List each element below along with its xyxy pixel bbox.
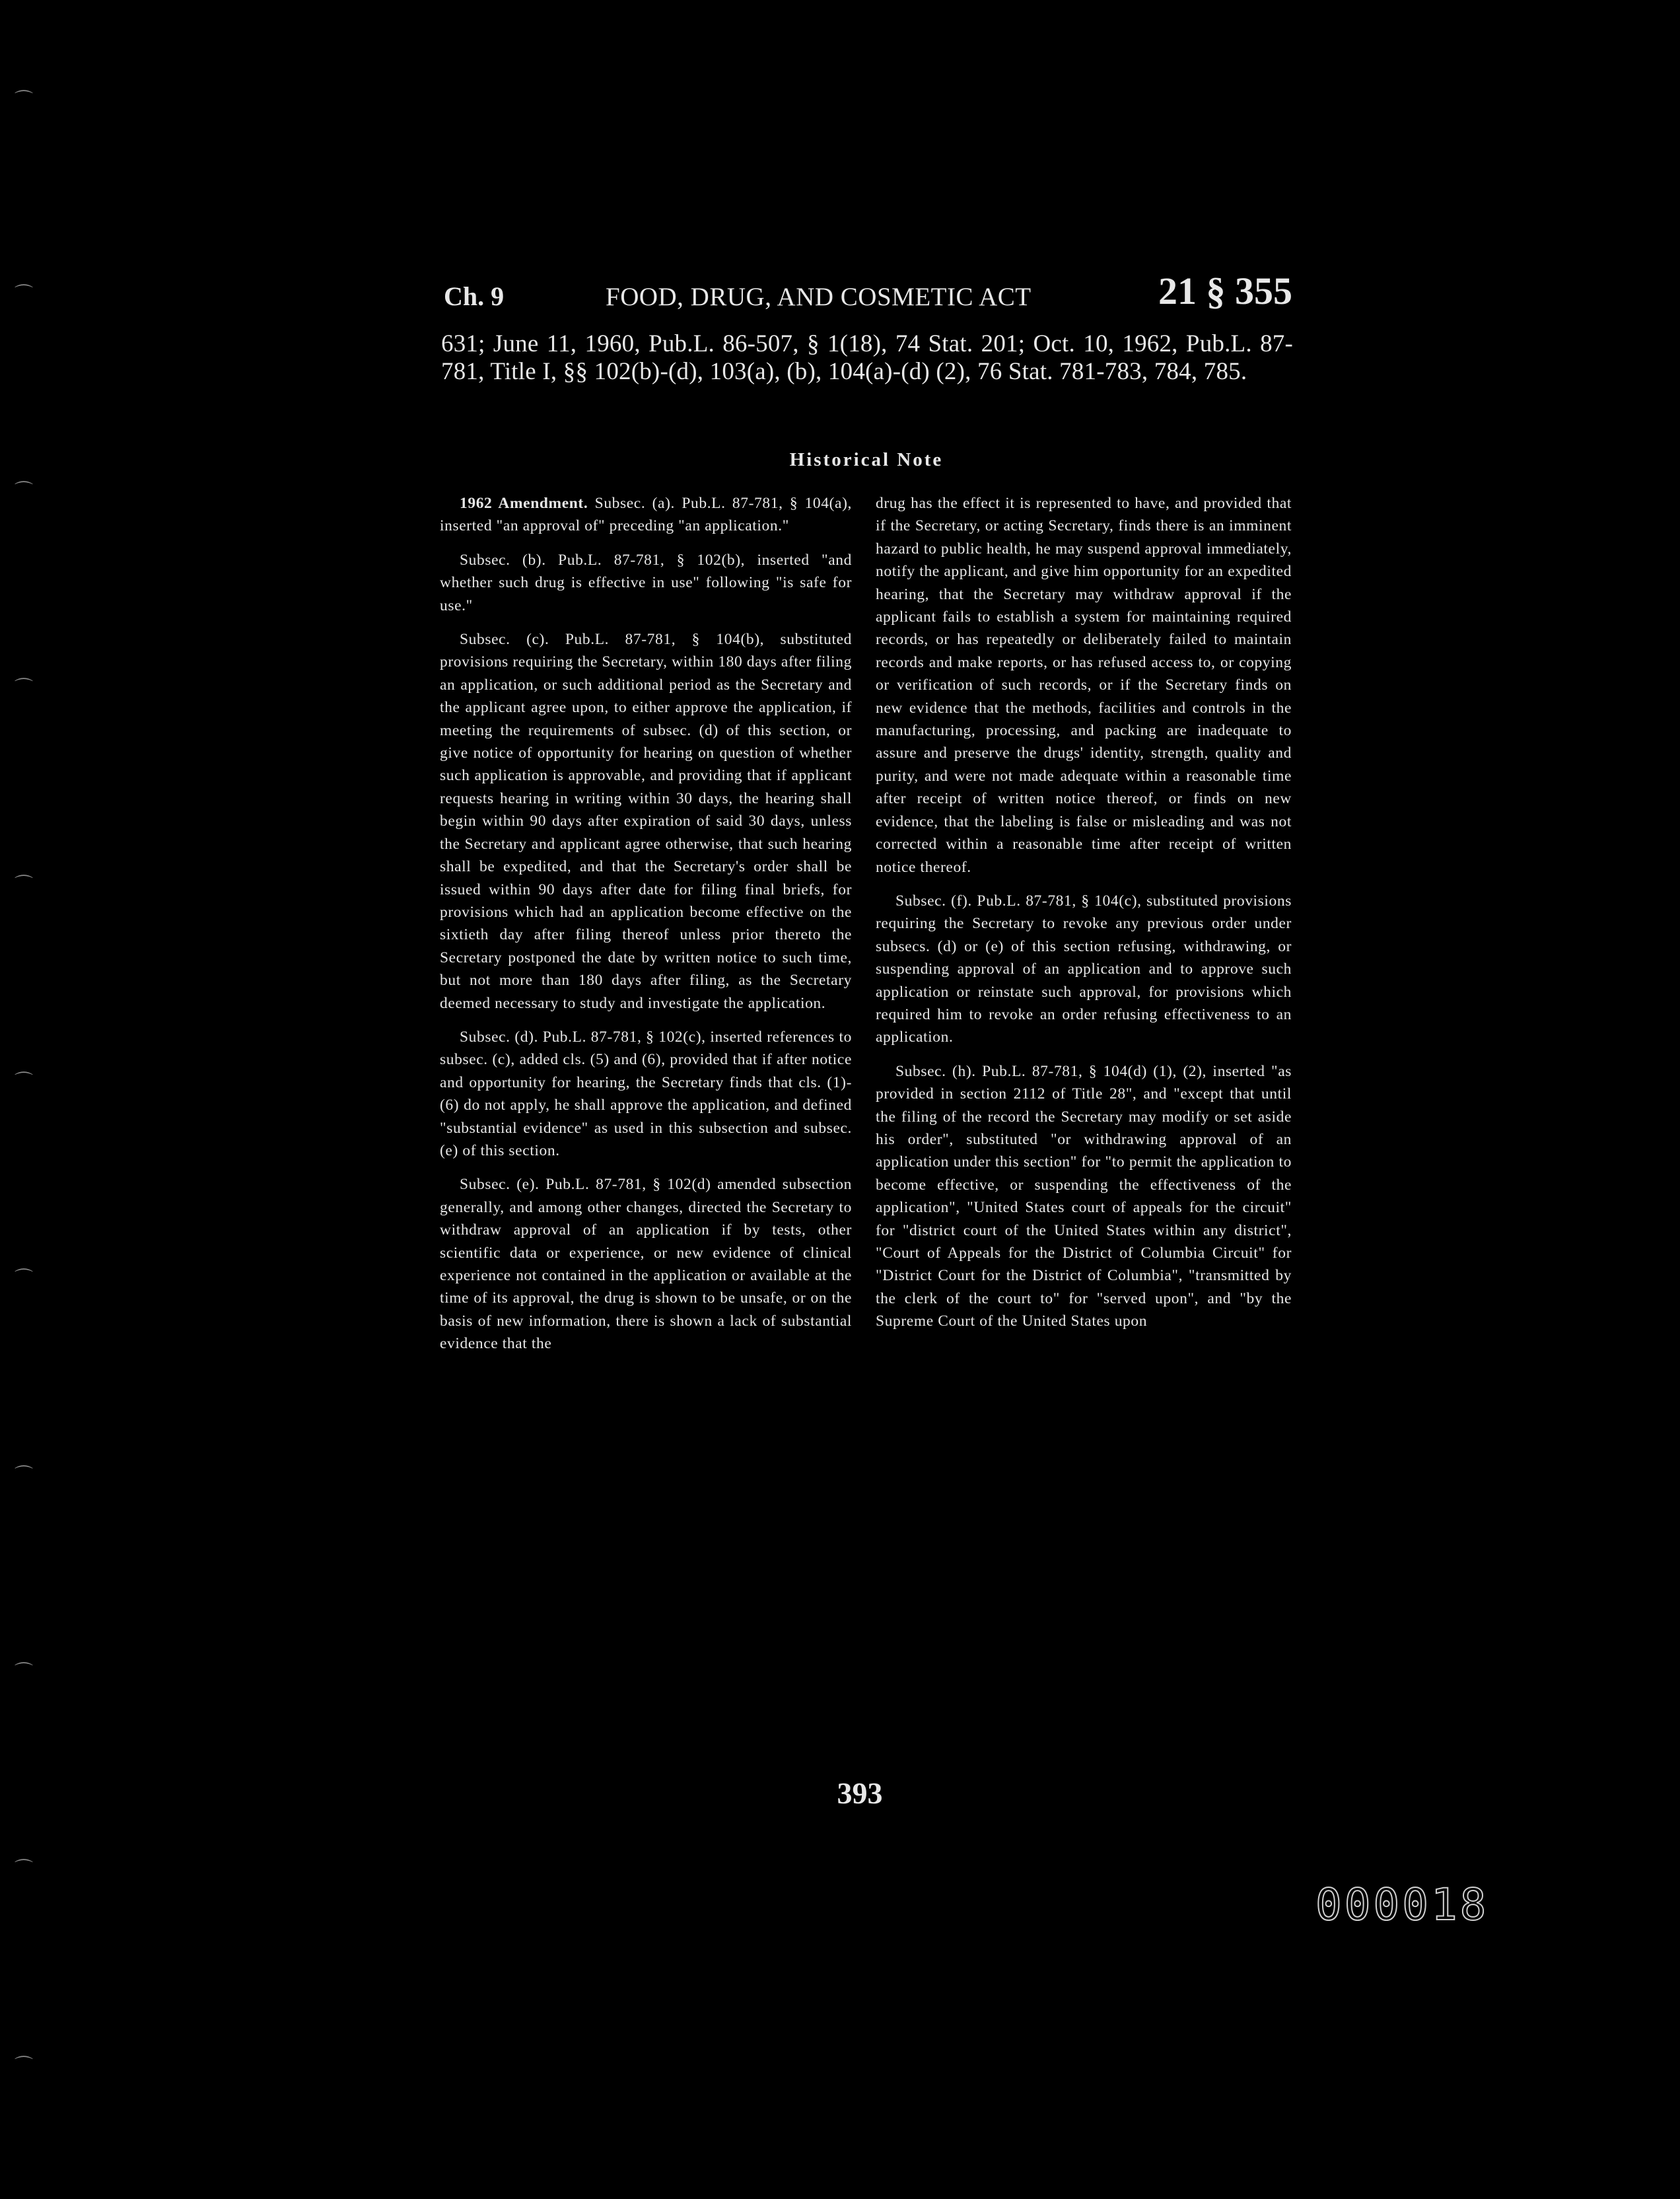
citation-continuation: 631; June 11, 1960, Pub.L. 86-507, § 1(18), 74 Stat. 201; Oct. 10, 1962, Pub.L. 87-781, Title I, §§ 102(b)-(d), 103(a), (b), 104(a)-(d) (2), 76 Stat. 781-783, 784, 785. xyxy=(441,330,1293,385)
running-header xyxy=(444,264,1292,317)
paragraph: Subsec. (b). Pub.L. 87-781, § 102(b), inserted "and whether such drug is effective in use" following "is safe for use." xyxy=(440,551,852,614)
left-column xyxy=(440,492,852,1367)
historical-note-heading: Historical Note xyxy=(789,449,944,470)
scan-mark: ⌒ xyxy=(15,1465,34,1486)
scan-mark: ⌒ xyxy=(15,1662,34,1682)
right-column xyxy=(876,492,1292,1344)
scan-mark: ⌒ xyxy=(15,1268,34,1289)
scan-mark: ⌒ xyxy=(15,90,34,110)
paragraph: Subsec. (f). Pub.L. 87-781, § 104(c), substituted provisions requiring the Secretary to revoke any previous order under subsecs. (d) or (e) of this section refusing, withdrawing, or suspending approval of an application and to approve such application or reinstate such approval, for provisions which required him to revoke an order refusing effectiveness to an application. xyxy=(876,892,1292,1046)
scan-mark: ⌒ xyxy=(15,481,34,501)
act-title: FOOD, DRUG, AND COSMETIC ACT xyxy=(606,283,1032,311)
paragraph: Subsec. (h). Pub.L. 87-781, § 104(d) (1), (2), inserted "as provided in section 2112 of Title 28", and "except that until the filing of the record the Secretary may modify or set aside his order", substituted "or withdrawing approval of an application under this section" for "to permit the application to become effective, or suspending the effectiveness of the application", "United States court of appeals for the circuit" for "district court of the United States within any district", "Court of Appeals for the District of Columbia Circuit" for "District Court for the District of Columbia", "transmitted by the clerk of the court to" for "served upon", and "by the Supreme Court of the United States upon xyxy=(876,1062,1292,1330)
scan-mark: ⌒ xyxy=(15,2056,34,2076)
scan-mark: ⌒ xyxy=(15,284,34,305)
chapter-label: Ch. 9 xyxy=(444,281,505,311)
scan-mark: ⌒ xyxy=(15,678,34,698)
page-number: 393 xyxy=(837,1776,883,1810)
paragraph: drug has the effect it is represented to have, and provided that if the Secretary, or acting Secretary, finds there is an imminent hazard to public health, he may suspend approval immediately, notify the applicant, and give him opportunity for an expedited hearing, that the Secretary may withdraw approval if the applicant fails to establish a system for maintaining required records, or has repeatedly or deliberately failed to maintain records and make reports, or has refused access to, or copying or verification of such records, or if the Secretary finds on new evidence that the methods, facilities and controls in the manufacturing, processing, and packing are inadequate to assure and preserve the drugs' identity, strength, quality and purity, and were not made adequate within a reasonable time after receipt of written notice thereof, or finds on new evidence, that the labeling is false or misleading and was not corrected within a reasonable time after receipt of written notice thereof. xyxy=(876,495,1292,876)
scan-mark: ⌒ xyxy=(15,875,34,895)
amendment-label: 1962 Amendment. xyxy=(460,495,588,512)
scan-mark: ⌒ xyxy=(15,1859,34,1879)
paragraph xyxy=(440,492,852,538)
paragraph-text: Subsec. (a). Pub.L. 87-781, § 104(a), inserted "an approval of" preceding "an application." xyxy=(440,495,852,535)
paragraph: Subsec. (c). Pub.L. 87-781, § 104(b), substituted provisions requiring the Secretary, within 180 days after filing an application, or such additional period as the Secretary and the applicant agree upon, to either approve the application, if meeting the requirements of subsec. (d) of this section, or give notice of opportunity for hearing on question of whether such application is approvable, and providing that if applicant requests hearing in writing within 30 days, the hearing shall begin within 90 days after expiration of said 30 days, unless the Secretary and applicant agree otherwise, that such hearing shall be expedited, and that the Secretary's order shall be issued within 90 days after date for filing final briefs, for provisions which had an application become effective on the sixtieth day after filing thereof unless prior thereto the Secretary postponed the date by written notice to such time, but not more than 180 days after filing, as the Secretary deemed necessary to study and investigate the application. xyxy=(440,631,852,1012)
bates-stamp: 000018 xyxy=(1315,1879,1489,1930)
scan-mark: ⌒ xyxy=(15,1071,34,1092)
paragraph: Subsec. (e). Pub.L. 87-781, § 102(d) amended subsection generally, and among other changes, directed the Secretary to withdraw approval of an application if by tests, other scientific data or experience, or new evidence of clinical experience not contained in the application or available at the time of its approval, the drug is shown to be unsafe, or on the basis of new information, there is shown a lack of substantial evidence that the xyxy=(440,1176,852,1353)
section-number: 21 § 355 xyxy=(1158,270,1292,312)
paragraph: Subsec. (d). Pub.L. 87-781, § 102(c), inserted references to subsec. (c), added cls. (5) and (6), provided that if after notice and opportunity for hearing, the Secretary finds that cls. (1)-(6) do not apply, he shall approve the application, and defined "substantial evidence" as used in this subsection and subsec. (e) of this section. xyxy=(440,1028,852,1159)
